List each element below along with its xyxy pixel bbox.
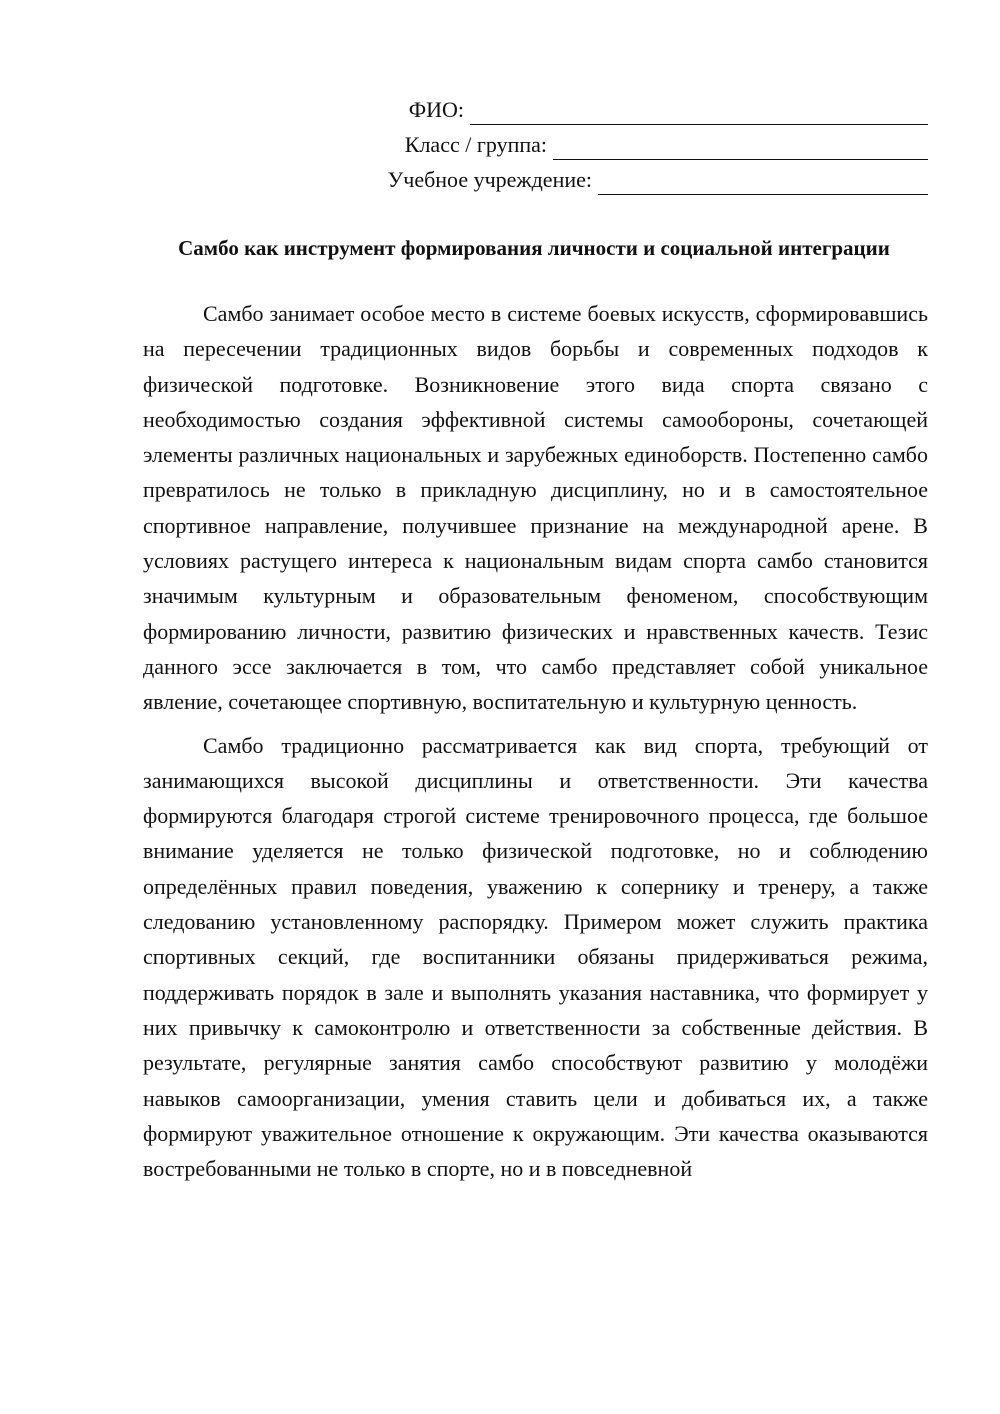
- fio-line: [308, 90, 928, 125]
- paragraph-1: Самбо занимает особое место в системе боевых искусств, сформировавшись на пересечении традиционных видов борьбы и современных подходов к физической подготовке. Возникновение этого вида спорта связано с необходимостью создания эффективной системы самообороны, сочетающей элементы различных национальных и зарубежных единоборств. Постепенно самбо превратилось не только в прикладную дисциплину, но и в самостоятельное спортивное направление, получившее признание на международной арене. В условиях растущего интереса к национальным видам спорта самбо становится значимым культурным и образовательным феноменом, способствующим формированию личности, развитию физических и нравственных качеств. Тезис данного эссе заключается в том, что самбо представляет собой уникальное явление, сочетающее спортивную, воспитательную и культурную ценность.: [143, 301, 928, 715]
- school-label: Учебное учреждение:: [387, 167, 592, 192]
- class-blank: [553, 137, 928, 160]
- class-label: Класс / группа:: [404, 132, 547, 157]
- class-line: [308, 125, 928, 160]
- essay-body: [143, 296, 928, 1186]
- essay-title: Самбо как инструмент формирования личности и социальной интеграции: [178, 236, 890, 260]
- paragraph-2: Самбо традиционно рассматривается как вид спорта, требующий от занимающихся высокой дисциплины и ответственности. Эти качества формируются благодаря строгой системе тренировочного процесса, где большое внимание уделяется не только физической подготовке, но и соблюдению определённых правил поведения, уважению к сопернику и тренеру, а также следованию установленному распорядку. Примером может служить практика спортивных секций, где воспитанники обязаны придерживаться режима, поддерживать порядок в зале и выполнять указания наставника, что формирует у них привычку к самоконтролю и ответственности за собственные действия. В результате, регулярные занятия самбо способствуют развитию у молодёжи навыков самоорганизации, умения ставить цели и добиваться их, а также формируют уважительное отношение к окружающим. Эти качества оказываются востребованными не только в спорте, но и в повседневной: [143, 732, 928, 1182]
- school-line: [308, 160, 928, 195]
- school-blank: [598, 172, 928, 195]
- fio-blank: [470, 102, 928, 125]
- student-info-header: [308, 90, 928, 195]
- fio-label: ФИО:: [408, 97, 464, 122]
